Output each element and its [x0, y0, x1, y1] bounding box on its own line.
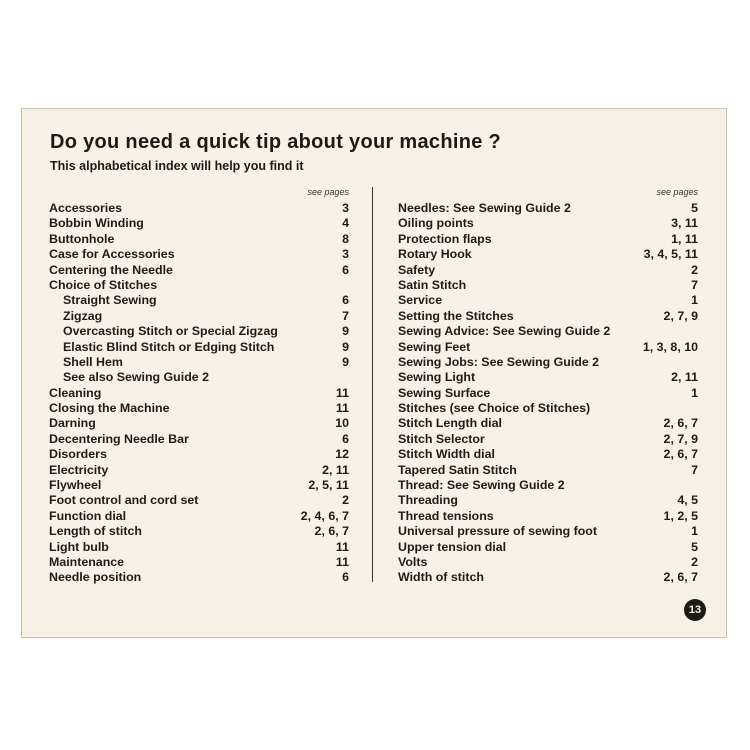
index-entry-pages: 6 [342, 431, 349, 446]
index-entry-label: Protection flaps [398, 231, 492, 246]
index-entry [49, 478, 349, 493]
index-entry-pages: 2, 11 [322, 462, 349, 477]
index-entry-pages: 9 [342, 324, 349, 339]
index-entry-label: Accessories [49, 201, 123, 215]
index-entry-pages: 3, 4, 5, 11 [643, 247, 698, 262]
index-entry-pages: 2, 6, 7 [663, 416, 698, 431]
index-entry-label: Sewing Light [398, 370, 476, 385]
page-title: Do you need a quick tip about your machine ? [50, 131, 502, 153]
index-entry [49, 416, 349, 431]
index-entry [398, 201, 698, 216]
index-entry-pages: 2, 6, 7 [663, 570, 698, 585]
index-entry-label: Stitch Length dial [398, 416, 502, 431]
index-entry-pages: 1 [691, 385, 698, 400]
index-entry-label: Satin Stitch [398, 277, 467, 292]
index-entry [398, 232, 698, 247]
index-entry-pages: 1, 3, 8, 10 [642, 339, 698, 354]
index-entry-label: Shell Hem [63, 354, 123, 369]
index-entry-pages: 9 [342, 354, 349, 369]
index-entry-label: Zigzag [63, 308, 103, 323]
index-entry [398, 340, 698, 355]
index-entry [398, 416, 698, 431]
index-entry [398, 570, 698, 585]
index-entry-label: Disorders [49, 447, 107, 462]
index-entry-pages: 2, 5, 11 [308, 478, 349, 493]
index-entry-label: Centering the Needle [49, 262, 173, 277]
index-entry-label: Sewing Surface [398, 385, 491, 400]
page-number-badge: 13 [684, 599, 706, 621]
see-pages-header: see pages [307, 187, 349, 197]
index-entry [398, 293, 698, 308]
index-entry-label: Needles: See Sewing Guide 2 [398, 201, 571, 215]
index-entry-pages: 5 [691, 539, 698, 554]
index-entry-label: Width of stitch [398, 570, 484, 585]
index-entry [49, 570, 349, 585]
index-entry [49, 386, 349, 401]
index-entry-pages: 2 [342, 493, 349, 508]
index-entry [398, 324, 698, 339]
index-entry-label: Overcasting Stitch or Special Zigzag [63, 324, 278, 339]
index-entry-label: See also Sewing Guide 2 [63, 370, 209, 385]
index-entry-pages: 1 [691, 524, 698, 539]
index-entry-label: Rotary Hook [398, 247, 472, 262]
index-entry-label: Buttonhole [49, 231, 115, 246]
index-entry-pages: 7 [342, 308, 349, 323]
index-entry [398, 509, 698, 524]
index-entry-pages: 2 [691, 262, 698, 277]
index-entry-pages: 2, 7, 9 [663, 431, 698, 446]
index-entry-pages: 6 [342, 293, 349, 308]
index-entry-pages: 3 [342, 201, 349, 215]
index-entry [398, 401, 698, 416]
index-entry-pages: 7 [691, 462, 698, 477]
index-list-left [49, 201, 349, 586]
index-entry [398, 432, 698, 447]
index-entry-label: Closing the Machine [49, 401, 170, 416]
page-subtitle: This alphabetical index will help you find it [50, 159, 304, 173]
index-entry-pages: 11 [335, 385, 349, 400]
index-entry-label: Stitch Selector [398, 431, 485, 446]
index-entry-label: Setting the Stitches [398, 308, 514, 323]
index-entry-label: Oiling points [398, 216, 474, 231]
index-entry [49, 309, 349, 324]
index-entry-label: Sewing Feet [398, 339, 471, 354]
index-entry-label: Sewing Jobs: See Sewing Guide 2 [398, 354, 600, 369]
index-entry-label: Decentering Needle Bar [49, 431, 189, 446]
index-entry [398, 355, 698, 370]
index-entry-label: Straight Sewing [63, 293, 157, 308]
index-entry-pages: 2 [691, 554, 698, 569]
index-entry-pages: 2, 11 [671, 370, 698, 385]
index-entry-label: Threading [398, 493, 458, 508]
column-divider [372, 187, 373, 582]
index-entry-label: Choice of Stitches [49, 277, 158, 292]
index-entry-pages: 2, 4, 6, 7 [300, 508, 349, 523]
index-entry-label: Electricity [49, 462, 109, 477]
index-entry [49, 232, 349, 247]
index-entry-label: Case for Accessories [49, 247, 175, 262]
index-entry-pages: 12 [335, 447, 349, 462]
index-entry [49, 540, 349, 555]
see-pages-header: see pages [656, 187, 698, 197]
index-entry-label: Upper tension dial [398, 539, 507, 554]
index-entry-label: Safety [398, 262, 436, 277]
index-entry [49, 509, 349, 524]
index-entry [49, 293, 349, 308]
index-entry [398, 216, 698, 231]
index-entry-label: Elastic Blind Stitch or Edging Stitch [63, 339, 275, 354]
index-entry-label: Flywheel [49, 478, 102, 493]
index-entry-pages: 11 [335, 401, 349, 416]
index-column-left [49, 187, 349, 586]
index-entry-pages: 3 [342, 247, 349, 262]
index-entry-pages: 11 [335, 539, 349, 554]
index-entry-label: Length of stitch [49, 524, 142, 539]
index-entry [49, 555, 349, 570]
index-entry [398, 278, 698, 293]
index-entry [398, 386, 698, 401]
index-entry-pages: 1 [691, 293, 698, 308]
index-entry-label: Thread: See Sewing Guide 2 [398, 478, 565, 493]
index-entry [49, 432, 349, 447]
index-entry [398, 463, 698, 478]
index-entry-label: Service [398, 293, 443, 308]
index-entry-pages: 9 [342, 339, 349, 354]
index-entry-label: Maintenance [49, 554, 125, 569]
index-entry [49, 278, 349, 293]
index-entry-label: Volts [398, 554, 428, 569]
index-entry [398, 370, 698, 385]
index-entry [49, 370, 349, 385]
index-entry [398, 540, 698, 555]
index-entry-pages: 8 [342, 231, 349, 246]
index-entry-label: Darning [49, 416, 96, 431]
index-entry-label: Function dial [49, 508, 127, 523]
index-entry [398, 447, 698, 462]
index-entry-pages: 4, 5 [677, 493, 698, 508]
index-entry [49, 447, 349, 462]
index-entry-label: Thread tensions [398, 508, 494, 523]
index-entry [398, 524, 698, 539]
index-entry [49, 247, 349, 262]
index-entry [49, 355, 349, 370]
index-entry [49, 201, 349, 216]
index-entry-label: Sewing Advice: See Sewing Guide 2 [398, 324, 611, 339]
index-entry-pages: 1, 11 [671, 231, 698, 246]
index-entry-pages: 11 [335, 554, 349, 569]
index-entry [49, 401, 349, 416]
index-entry-pages: 2, 6, 7 [314, 524, 349, 539]
index-entry-pages: 6 [342, 570, 349, 585]
index-entry-pages: 1, 2, 5 [663, 508, 698, 523]
index-entry [398, 555, 698, 570]
index-entry-label: Stitches (see Choice of Stitches) [398, 401, 591, 416]
index-entry-label: Tapered Satin Stitch [398, 462, 517, 477]
index-entry-label: Universal pressure of sewing foot [398, 524, 597, 539]
index-entry [398, 247, 698, 262]
index-entry [398, 309, 698, 324]
index-entry [49, 216, 349, 231]
index-list-right [398, 201, 698, 586]
index-entry-pages: 7 [691, 277, 698, 292]
index-entry-label: Needle position [49, 570, 142, 585]
index-entry-pages: 2, 6, 7 [663, 447, 698, 462]
index-entry-pages: 6 [342, 262, 349, 277]
index-column-right [398, 187, 698, 586]
index-entry [49, 324, 349, 339]
index-entry-pages: 10 [335, 416, 349, 431]
index-entry [398, 478, 698, 493]
index-entry-label: Light bulb [49, 539, 109, 554]
manual-page [21, 108, 727, 638]
index-entry-label: Stitch Width dial [398, 447, 495, 462]
index-entry [398, 493, 698, 508]
index-entry-pages: 2, 7, 9 [663, 308, 698, 323]
index-entry-pages: 3, 11 [671, 216, 698, 231]
index-entry-label: Foot control and cord set [49, 493, 199, 508]
index-entry-label: Cleaning [49, 385, 102, 400]
index-entry [49, 263, 349, 278]
index-entry [49, 524, 349, 539]
index-entry [398, 263, 698, 278]
index-entry-pages: 4 [342, 216, 349, 231]
index-entry [49, 493, 349, 508]
index-entry [49, 340, 349, 355]
index-entry-pages: 5 [691, 201, 698, 215]
index-entry-label: Bobbin Winding [49, 216, 144, 231]
index-entry [49, 463, 349, 478]
